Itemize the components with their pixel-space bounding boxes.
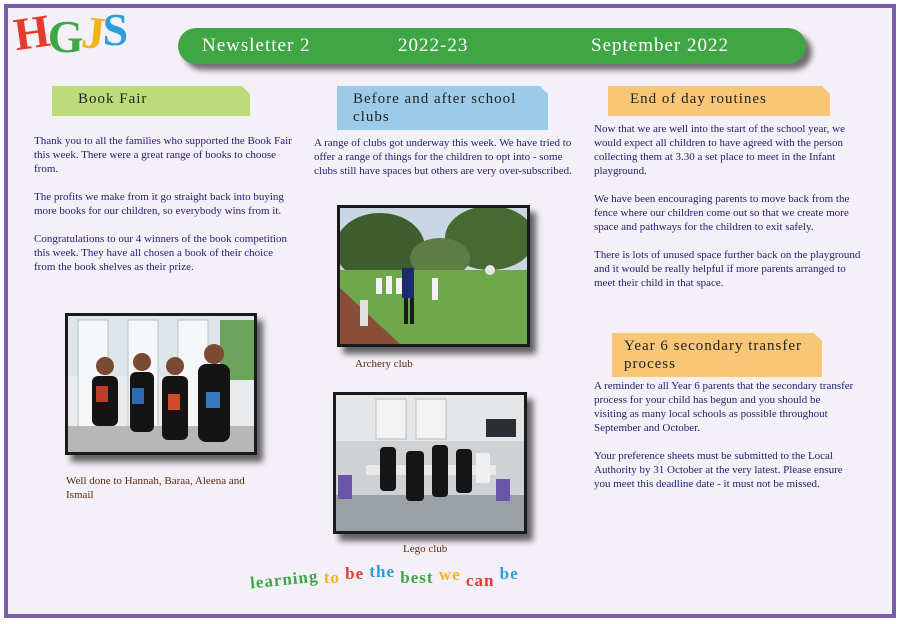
motto-word: best (400, 568, 434, 587)
book-fair-heading: Book Fair (52, 86, 250, 116)
end-of-day-paragraph: There is lots of unused space further back on the playground and it would be really helpful if more parents arranged to meet their child in that space. (594, 249, 861, 289)
newsletter-month: September 2022 (591, 35, 730, 56)
motto-word: learning (249, 566, 320, 593)
book-fair-paragraph: The profits we make from it go straight back into buying more books for our children, so everybody wins from it. (34, 191, 284, 217)
book-winners-caption: Well done to Hannah, Baraa, Aleena and Ismail (66, 475, 245, 501)
logo-letter: H (10, 4, 52, 61)
newsletter-year: 2022-23 (398, 35, 469, 56)
motto-word: can (465, 571, 495, 590)
end-of-day-paragraph: Now that we are well into the start of the school year, we would expect all children to have agreed with the person collecting them at 3.30 a set place to meet in the Infant playground. (594, 123, 845, 177)
clubs-paragraph: A range of clubs got underway this week. We have tried to offer a range of things for the children to opt into - some clubs still have spaces but others are very over-subscribed. (314, 137, 572, 177)
archery-image (340, 208, 527, 344)
lego-photo (333, 392, 527, 534)
clubs-heading: Before and after school clubs (337, 86, 548, 130)
archery-caption: Archery club (355, 358, 413, 370)
book-fair-paragraph: Congratulations to our 4 winners of the book competition this week. They have all chosen a book of their choice from the book shelves as their prize. (34, 233, 287, 273)
year6-text (594, 379, 854, 505)
motto-word: be (345, 564, 365, 583)
book-winners-photo (65, 313, 257, 455)
end-of-day-heading: End of day routines (608, 86, 830, 116)
newsletter-banner (178, 28, 806, 64)
book-winners-image (68, 316, 254, 452)
newsletter-issue: Newsletter 2 (202, 35, 311, 56)
motto-word: the (369, 562, 396, 581)
book-fair-paragraph: Thank you to all the families who supported the Book Fair this week. There were a great range of books to choose from. (34, 135, 292, 175)
logo-letter: G (47, 11, 82, 62)
end-of-day-text (594, 122, 866, 304)
motto-word: to (323, 568, 340, 587)
school-logo (10, 4, 127, 62)
book-fair-text (34, 134, 296, 288)
motto-word: we (438, 565, 461, 584)
year6-heading: Year 6 secondary transfer process (612, 333, 822, 377)
school-motto (249, 562, 519, 593)
logo-letter: S (102, 4, 127, 55)
archery-photo (337, 205, 530, 347)
logo-letter: J (79, 6, 106, 59)
year6-paragraph: Your preference sheets must be submitted to the Local Authority by 31 October at the very latest. Please ensure you meet this deadline date - it must not be missed. (594, 450, 843, 490)
lego-caption: Lego club (403, 543, 448, 555)
end-of-day-paragraph: We have been encouraging parents to move back from the fence where our children come out so that we create more space and pathways for the children to exit safely. (594, 193, 850, 233)
lego-image (336, 395, 524, 531)
year6-paragraph: A reminder to all Year 6 parents that the secondary transfer process for your child has begun and you should be visiting as many local schools as possible throughout September and October. (594, 380, 854, 434)
motto-word: be (499, 564, 519, 583)
